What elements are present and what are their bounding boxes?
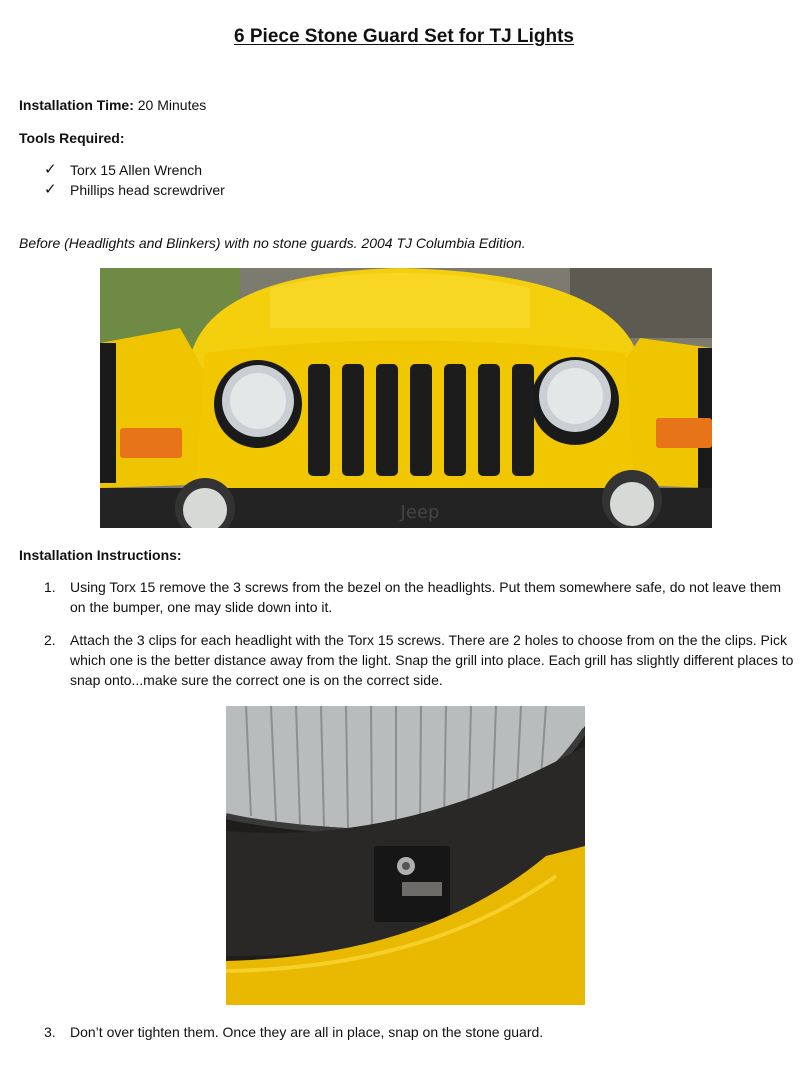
headlight-clip-photo: [226, 706, 585, 1005]
installation-time-label: Installation Time:: [19, 97, 134, 113]
step-text: Using Torx 15 remove the 3 screws from the bezel on the headlights. Put them somewhere safe, do not leave them on the bumper, one may slide down into it.: [70, 579, 782, 615]
page-title: 6 Piece Stone Guard Set for TJ Lights: [234, 26, 574, 47]
step-text: Attach the 3 clips for each headlight with the Torx 15 screws. There are 2 holes to choose from on the the clips. Pick which one is the better distance away from the light. Snap the grill into place. Each grill has slightly different places to snap onto...make sure the correct one is on the correct side.: [70, 632, 794, 688]
jeep-emblem: Jeep: [400, 502, 440, 523]
tools-required-label: Tools Required:: [19, 130, 125, 146]
step-number: 1.: [44, 579, 56, 595]
installation-instructions-label: Installation Instructions:: [19, 547, 182, 563]
jeep-front-photo: [100, 268, 712, 528]
installation-time-line: [19, 95, 206, 115]
installation-time-value: 20 Minutes: [133, 97, 207, 113]
checkmark-icon: ✓: [44, 181, 57, 198]
before-photo-caption: Before (Headlights and Blinkers) with no stone guards. 2004 TJ Columbia Edition.: [19, 235, 526, 251]
step-text: Don’t over tighten them. Once they are all in place, snap on the stone guard.: [70, 1024, 544, 1040]
checkmark-icon: ✓: [44, 161, 57, 178]
step-number: 3.: [44, 1024, 56, 1040]
tool-item: Torx 15 Allen Wrench: [70, 162, 203, 178]
tool-item: Phillips head screwdriver: [70, 182, 225, 198]
step-number: 2.: [44, 632, 56, 648]
